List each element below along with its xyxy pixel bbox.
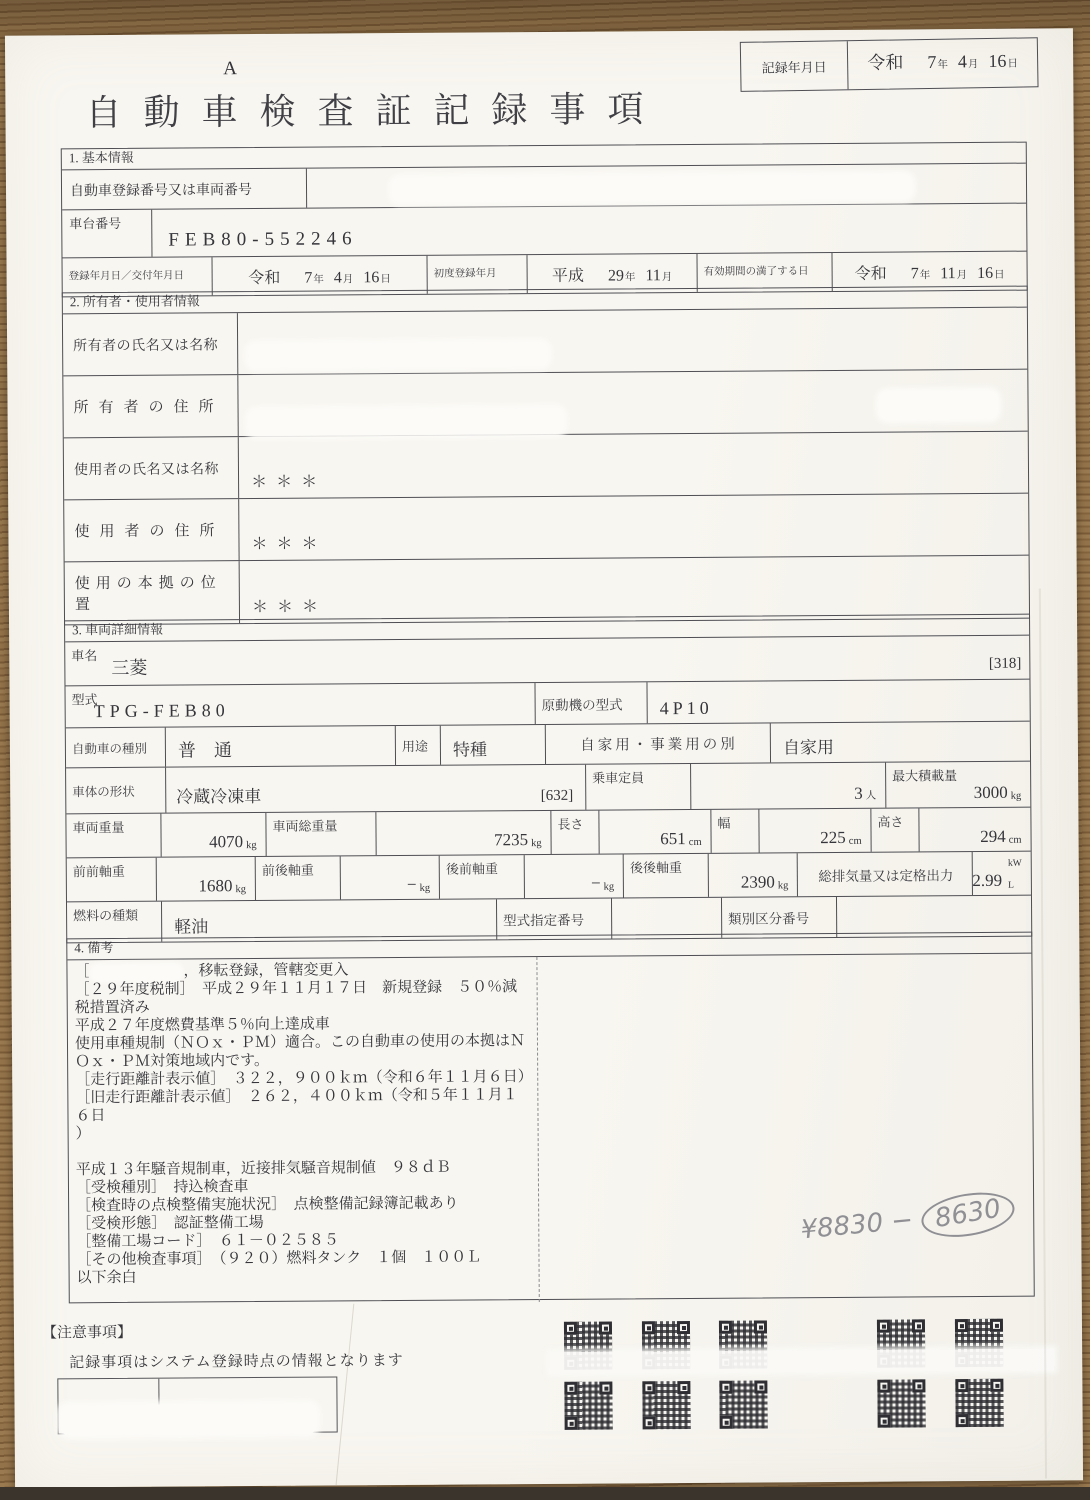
month-unit: 月 [661, 272, 673, 284]
registration-date-label: 登録年月日／交付年月日 [63, 257, 213, 296]
first-reg-month: 11 [645, 267, 661, 285]
section2-heading: 2. 所有者・使用者情報 [63, 287, 1027, 315]
type-approval-number-value [612, 898, 722, 939]
redaction-overlay [248, 342, 548, 368]
seating-capacity-value [691, 763, 886, 809]
cm-unit: cm [1008, 834, 1022, 846]
remark-line: 平成２７年度燃費基準５％向上達成車 [74, 1016, 330, 1035]
axle-number: − [406, 874, 417, 894]
paper-crease [1039, 589, 1047, 1479]
notice-text: 記録事項はシステム登録時点の情報となります [69, 1352, 404, 1372]
year-unit: 年 [919, 270, 931, 282]
vehicle-weight-label: 車両重量 [66, 814, 161, 858]
user-name-row [64, 432, 1028, 501]
record-date-month: 4 [957, 51, 968, 72]
engine-model-value: 4P10 [659, 697, 713, 719]
remark-bracket: ［ [74, 964, 90, 981]
remark-text: ，移転登録，管轄変更入 [183, 962, 349, 980]
box-divider [158, 1379, 160, 1407]
chassis-number-row [62, 204, 1026, 259]
kind-use-row [66, 722, 1030, 769]
day-unit: 日 [1007, 58, 1019, 70]
user-address-value [239, 494, 1028, 561]
masked-value: ＊＊＊ [251, 473, 327, 492]
height-label: 高さ [871, 808, 919, 851]
gross-weight-number: 7235 [494, 830, 529, 850]
kg-unit: kg [419, 882, 431, 894]
chassis-number-value: FEB80-552246 [168, 228, 358, 251]
first-registration-label: 初度登録年月 [427, 255, 527, 294]
remark-line: ［受検種別］ 持込検査車 [75, 1179, 249, 1197]
qr-code [564, 1382, 612, 1430]
base-location-value [240, 556, 1029, 624]
month-unit: 月 [956, 270, 968, 282]
length-label: 長さ [551, 811, 599, 854]
type-approval-number-label: 型式指定番号 [497, 899, 612, 940]
remark-line: ） [75, 1126, 91, 1143]
width-value [759, 809, 871, 853]
owner-address-label: 所有者の住所 [63, 375, 238, 437]
remark-line: 平成１３年騒音規制車，近接排気騒音規制値 ９８ｄＢ [75, 1159, 451, 1179]
liter-unit: L [1008, 880, 1014, 891]
owner-name-label: 所有者の氏名又は名称 [63, 313, 238, 375]
vehicle-weight-value [161, 813, 266, 857]
model-row [65, 680, 1029, 729]
owner-address-value [238, 370, 1027, 437]
record-date-year: 7 [927, 51, 937, 72]
record-date-value [848, 38, 1038, 89]
car-name-code: [318] [988, 655, 1022, 672]
remark-line: ［その他検査事項］ （９２０）燃料タンク １個 １００Ｌ [76, 1249, 482, 1269]
redaction-overlay [392, 174, 912, 202]
year-unit: 年 [313, 274, 324, 286]
reg-date-month: 4 [333, 269, 342, 287]
model-cell [65, 683, 535, 727]
owner-address-row [63, 370, 1027, 439]
document-title: 自動車検査証記録事項 [85, 89, 666, 134]
page-mark-a: A [223, 58, 237, 80]
person-unit: 人 [865, 790, 877, 802]
cm-unit: cm [688, 836, 702, 848]
user-name-value [239, 432, 1028, 499]
axle-rear-rear-value [709, 853, 799, 897]
vehicle-kind-label: 自動車の種別 [66, 728, 166, 768]
max-load-label: 最大積載量 [892, 768, 958, 784]
axle-front-rear-value [340, 856, 440, 900]
user-address-row [64, 494, 1028, 563]
expiry-era: 令和 [854, 265, 887, 283]
body-shape-value: 冷蔵冷凍車 [176, 786, 262, 807]
max-load-cell [886, 762, 1030, 808]
kg-unit: kg [235, 884, 247, 896]
body-shape-code: [632] [540, 787, 574, 805]
redaction-overlay [61, 1404, 317, 1436]
reg-date-year: 7 [304, 269, 313, 287]
owner-name-row [63, 308, 1027, 377]
bottom-left-box [57, 1376, 337, 1434]
section-basic-info [61, 142, 1028, 298]
chassis-number-label: 車台番号 [62, 210, 152, 258]
weights-dimensions-row [66, 808, 1030, 859]
expiry-year: 7 [910, 265, 919, 283]
use-label: 用途 [396, 726, 441, 765]
month-unit: 月 [342, 274, 354, 286]
remark-line: 以下余白 [76, 1269, 137, 1287]
year-unit: 年 [937, 59, 949, 71]
owner-name-value [238, 308, 1027, 375]
height-number: 294 [980, 826, 1006, 846]
axle-rear-front-label: 後前軸重 [440, 855, 525, 899]
handwritten-amount: ¥8830 − [799, 1205, 915, 1246]
axle-rear-rear-label: 後後軸重 [624, 854, 709, 898]
day-unit: 日 [994, 269, 1005, 281]
qr-code [955, 1379, 1003, 1427]
redaction-overlay [249, 408, 564, 436]
kg-unit: kg [1010, 790, 1022, 802]
first-reg-year: 29 [607, 267, 624, 285]
handwritten-price-note [799, 1189, 1017, 1251]
body-shape-row [66, 762, 1030, 815]
remarks-text-column [67, 957, 539, 1305]
weight-number: 4070 [209, 832, 244, 852]
axle-weights-row [67, 852, 1031, 903]
remarks-blank-column [537, 954, 1033, 1302]
model-label: 型式 [71, 692, 98, 708]
capacity-number: 3 [854, 783, 863, 803]
kg-unit: kg [603, 881, 615, 893]
qr-code [877, 1379, 925, 1427]
notice-heading: 【注意事項】 [41, 1324, 133, 1342]
max-load-value [974, 783, 1022, 803]
record-date-label: 記録年月日 [741, 41, 849, 91]
vehicle-kind-value: 普通 [166, 726, 396, 767]
month-unit: 月 [967, 59, 979, 71]
remark-line: ［受検形態］ 認証整備工場 [76, 1214, 264, 1233]
axle-rear-front-value [524, 854, 624, 898]
kg-unit: kg [777, 880, 789, 892]
use-value: 特種 [441, 725, 546, 765]
axle-number: − [590, 873, 601, 893]
body-shape-label: 車体の形状 [66, 768, 166, 814]
max-load-number: 3000 [973, 782, 1008, 803]
axle-number: 2390 [740, 872, 775, 892]
reg-date-era: 令和 [248, 269, 281, 288]
registration-number-value [307, 164, 1026, 208]
cm-unit: cm [848, 835, 862, 847]
kg-unit: kg [246, 840, 257, 852]
length-value [599, 810, 711, 854]
car-name-label: 車名 [71, 648, 98, 664]
base-location-label: 使用の本拠の位置 [65, 561, 240, 624]
record-date-day: 16 [988, 50, 1007, 72]
section4-heading: 4. 備考 [67, 933, 1031, 961]
first-reg-era: 平成 [551, 267, 584, 285]
section-remarks [66, 932, 1035, 1304]
remark-line: 使用車種規制（ＮＯｘ・ＰＭ）適合。この自動車の使用の本拠はＮＯｘ・ＰＭ対策地域内です。 [74, 1033, 526, 1071]
length-number: 651 [660, 829, 686, 849]
car-name-cell [65, 636, 1029, 686]
registration-number-row [62, 164, 1026, 211]
record-date-box [740, 37, 1039, 92]
gross-weight-label: 車両総重量 [266, 812, 376, 856]
displacement-units [1008, 859, 1022, 891]
body-shape-cell [166, 765, 586, 813]
inspection-certificate-sheet [5, 28, 1083, 1487]
displacement-value [972, 852, 1031, 895]
masked-value: ＊＊＊ [251, 535, 327, 554]
registration-number-label: 自動車登録番号又は車両番号 [62, 169, 307, 210]
fuel-type-label: 燃料の種類 [67, 902, 162, 943]
remark-line: ［旧走行距離計表示値］ ２６２，４００ｋｍ（令和５年１１月１６日 [75, 1087, 518, 1125]
user-address-label: 使用者の住所 [64, 499, 239, 561]
kg-unit: kg [531, 838, 542, 850]
masked-value: ＊＊＊ [251, 598, 328, 617]
displacement-label: 総排気量又は定格出力 [798, 852, 972, 896]
car-name-value: 三菱 [111, 657, 148, 679]
redaction-overlay [879, 391, 997, 420]
fuel-type-value: 軽油 [162, 899, 497, 941]
day-unit: 日 [380, 274, 391, 286]
width-label: 幅 [711, 809, 759, 852]
qr-code [719, 1380, 767, 1428]
gross-weight-value [376, 811, 551, 855]
class-number-value [837, 896, 1031, 937]
handwritten-circled-amount: 8630 [918, 1186, 1018, 1243]
axle-front-front-value [156, 857, 256, 901]
section1-heading: 1. 基本情報 [62, 143, 1026, 171]
section3-heading: 3. 車両詳細情報 [65, 615, 1029, 643]
remarks-body [67, 954, 1033, 1306]
user-name-label: 使用者の氏名又は名称 [64, 437, 239, 499]
car-name-row [65, 636, 1029, 687]
redaction-overlay [92, 965, 180, 980]
expiry-month: 11 [940, 265, 956, 283]
reg-date-day: 16 [363, 269, 380, 287]
axle-number: 1680 [198, 876, 233, 896]
remark-line: ［検査時の点検整備実施状況］ 点検整備記録簿記載あり [76, 1195, 459, 1215]
expiry-date-label: 有効期間の満了する日 [697, 253, 832, 292]
seating-capacity-label: 乗車定員 [586, 764, 691, 810]
kw-unit: kW [1007, 858, 1022, 869]
expiry-day: 16 [977, 264, 994, 282]
section-vehicle-details [64, 614, 1032, 944]
height-value [919, 808, 1030, 852]
remark-line: ［走行距離計表示値］ ３２２，９００ｋｍ（令和６年１１月６日） [75, 1069, 533, 1089]
section-owner-user-info [62, 286, 1030, 626]
remark-line: ［２９年度税制］ 平成２９年１１月１７日 新規登録 ５０％減税措置済み [74, 979, 518, 1017]
engine-model-label: 原動機の型式 [535, 682, 647, 724]
qr-code [642, 1381, 690, 1429]
record-date-era: 令和 [867, 52, 904, 73]
redaction-overlay [549, 1348, 1054, 1374]
paper-crease [336, 1304, 355, 1485]
class-number-label: 類別区分番号 [722, 897, 837, 938]
year-unit: 年 [624, 272, 636, 284]
ownership-type-value: 自家用 [782, 737, 834, 758]
axle-front-front-label: 前前軸重 [67, 858, 157, 902]
ownership-type-label: 自家用・事業用の別 [546, 723, 771, 764]
width-number: 225 [820, 827, 846, 848]
remark-line: ［整備工場コード］ ６１－０２５８５ [76, 1232, 339, 1251]
model-value: TPG-FEB80 [93, 700, 230, 722]
axle-front-rear-label: 前後軸重 [256, 856, 341, 900]
displacement-number: 2.99 [972, 870, 1003, 891]
